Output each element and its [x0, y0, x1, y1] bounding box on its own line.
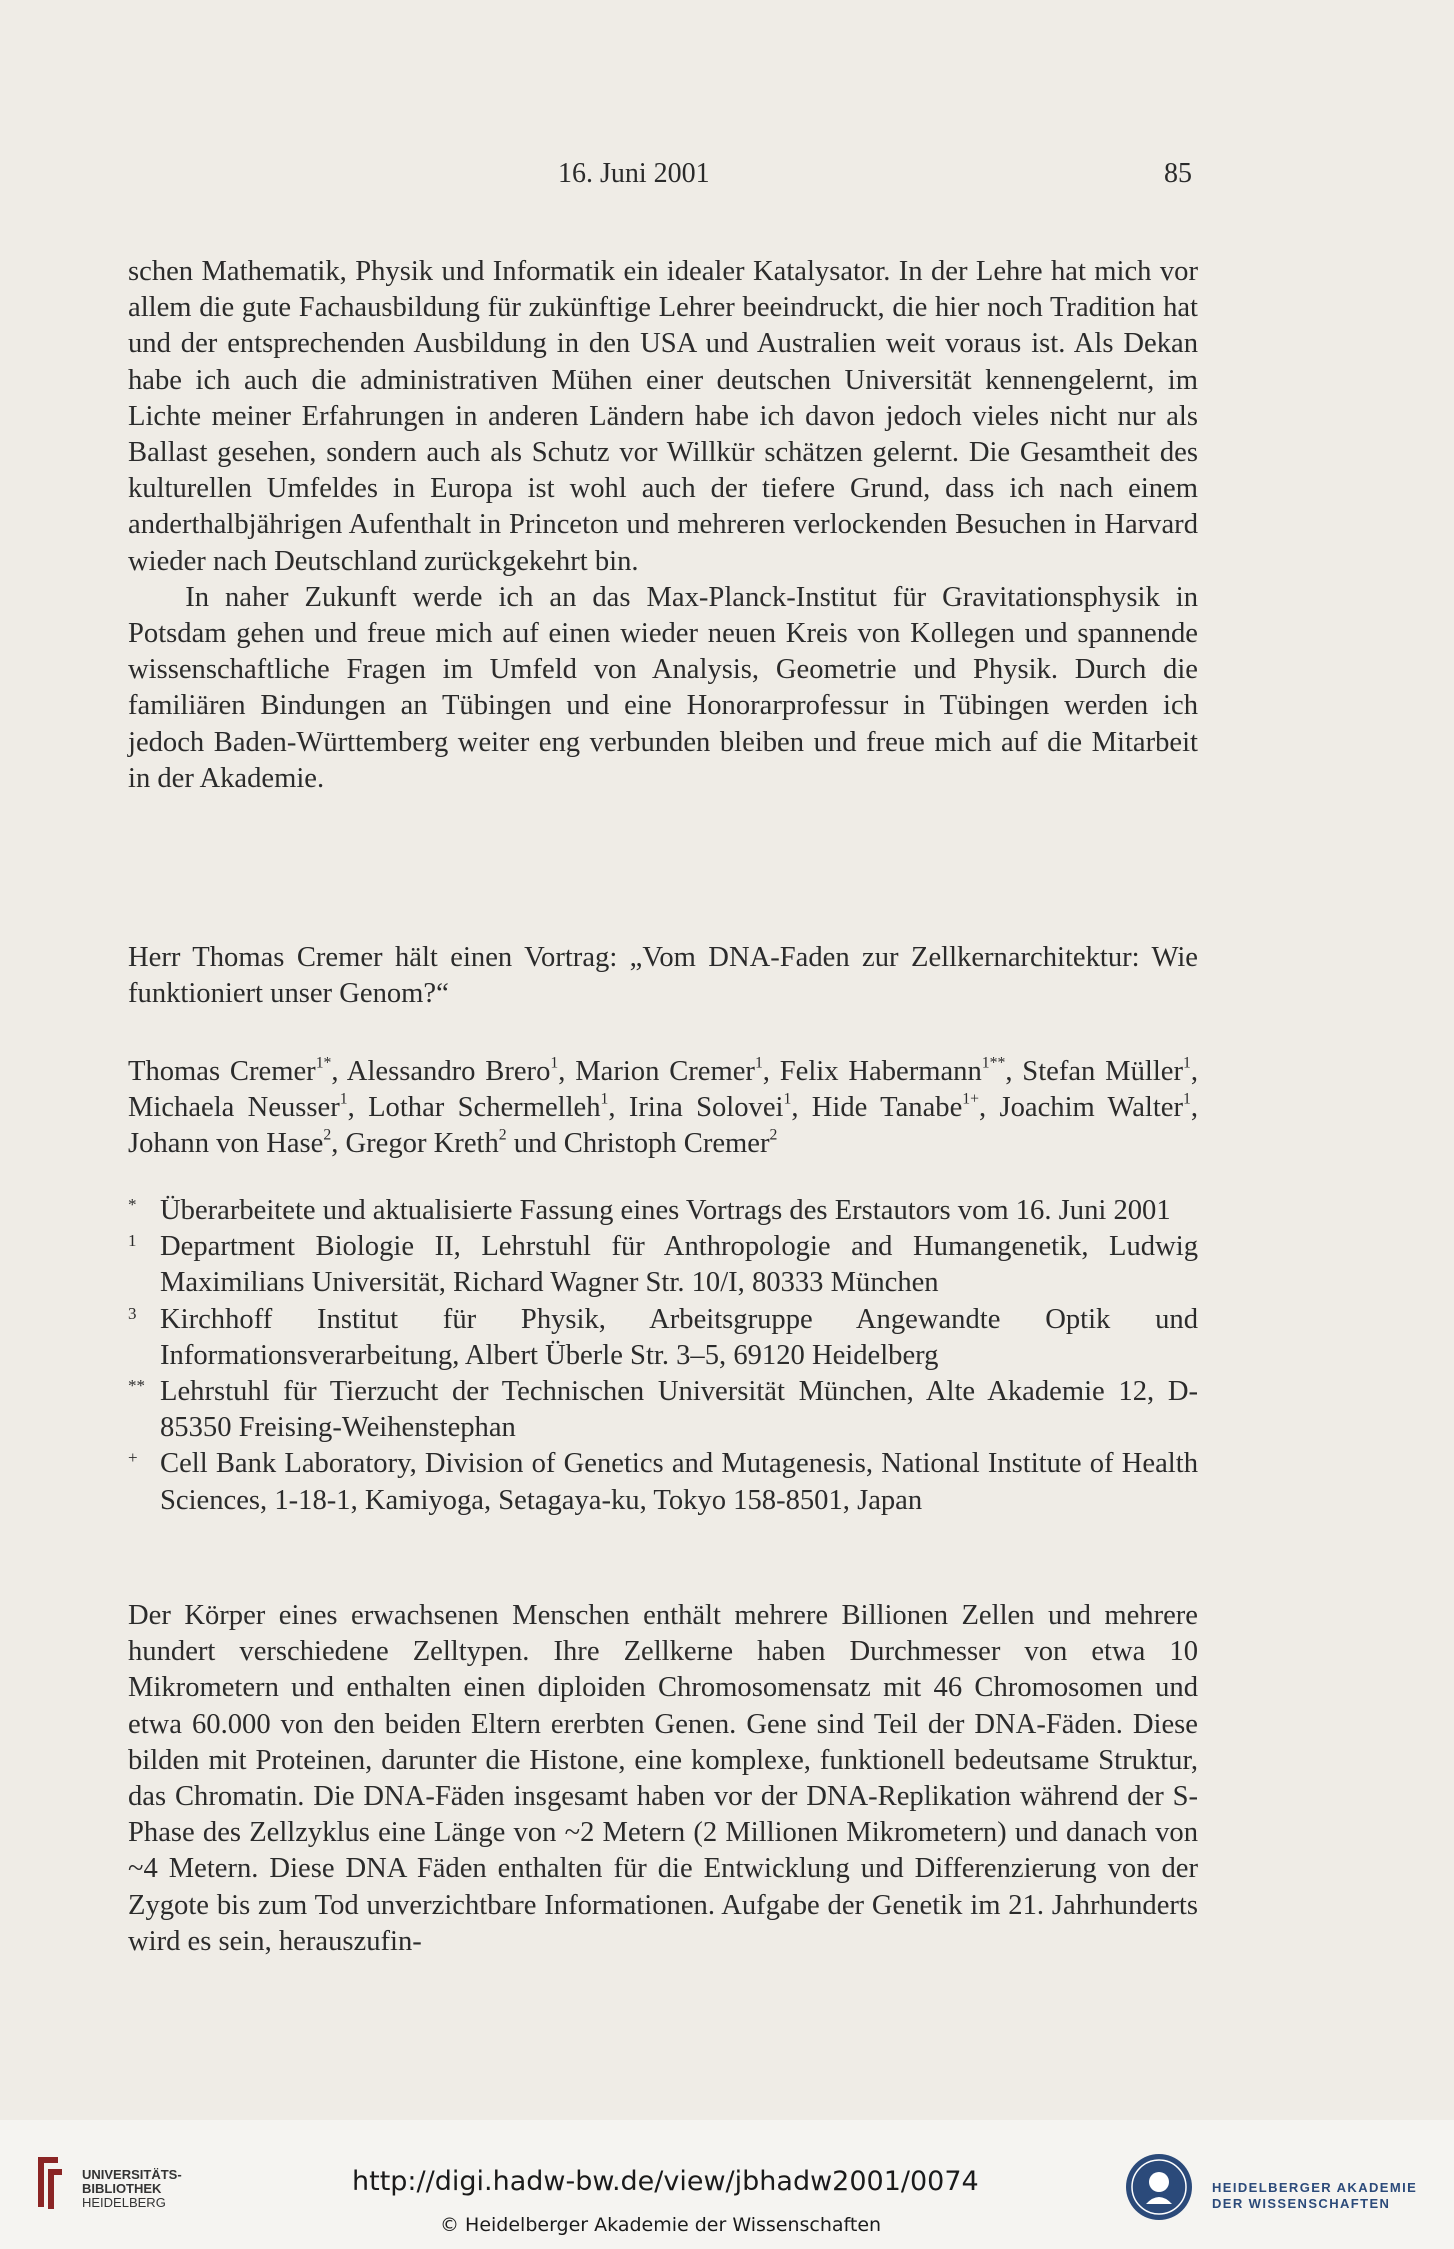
author-separator: , — [762, 1056, 780, 1087]
footnote-mark: 3 — [128, 1303, 137, 1323]
author-name: Johann von Hase — [128, 1128, 324, 1160]
header-date: 16. Juni 2001 — [558, 158, 710, 189]
author-separator: , — [979, 1092, 1000, 1124]
author-separator: , — [791, 1092, 812, 1124]
running-head — [0, 158, 1454, 198]
footnote-text: Cell Bank Laboratory, Division of Genetics and Mutagenesis, National Institute of Health Sciences, 1-18-1, Kamiyoga, Setagaya-ku, Tokyo 158-8501, Japan — [160, 1448, 1198, 1516]
author-separator: , — [608, 1092, 629, 1124]
author-affiliation-mark: 1 — [754, 1054, 763, 1072]
author-separator: , — [331, 1128, 346, 1160]
academy-name — [1212, 2180, 1417, 2212]
author-separator: , — [1190, 1092, 1199, 1124]
authors-paragraph — [128, 1054, 1198, 1163]
university-library-name — [82, 2168, 182, 2210]
author-affiliation-mark: 1 — [600, 1090, 609, 1108]
affiliation-notes — [128, 1193, 1198, 1519]
footnote-text: Lehrstuhl für Tierzucht der Technischen Universität München, Alte Akademie 12, D-85350 Freising-Weihenstephan — [160, 1376, 1198, 1444]
author-separator: , — [347, 1092, 369, 1124]
author-separator: und — [506, 1128, 564, 1160]
footnote-text: Kirchhoff Institut für Physik, Arbeitsgruppe Angewandte Optik und Informationsverarbeitung, Albert Überle Str. 3–5, 69120 Heidelberg — [160, 1303, 1198, 1371]
author-list — [128, 1054, 1198, 1163]
author-separator: , — [1190, 1056, 1198, 1087]
footnote-mark: 1 — [128, 1231, 137, 1251]
footnote — [128, 1446, 1198, 1518]
lecture-heading — [128, 940, 1198, 1012]
footnote-text: Department Biologie II, Lehrstuhl für Anthropologie and Humangenetik, Ludwig Maximilians Universität, Richard Wagner Str. 10/I, 80333 München — [160, 1231, 1198, 1299]
university-library-logo — [34, 2153, 64, 2213]
academy-line-2: DER WISSENSCHAFTEN — [1212, 2196, 1391, 2211]
copyright-notice: © Heidelberger Akademie der Wissenschaften — [440, 2214, 882, 2236]
author-name: Michaela Neusser — [128, 1092, 340, 1124]
author-affiliation-mark: 1 — [783, 1090, 792, 1108]
author-affiliation-mark: 1** — [981, 1054, 1006, 1072]
footnote — [128, 1229, 1198, 1301]
author-affiliation-mark: 1+ — [962, 1090, 980, 1108]
footnote-mark: * — [128, 1195, 137, 1214]
library-line-3: HEIDELBERG — [82, 2195, 166, 2210]
footnote — [128, 1374, 1198, 1446]
body-text-bottom — [128, 1598, 1198, 1960]
paragraph-1: schen Mathematik, Physik und Informatik ein idealer Katalysator. In der Lehre hat mich vor allem die gute Fachausbildung für zukünftige Lehrer beeindruckt, die hier noch Tradition hat und der entsprechenden Ausbildung in den USA und Australien weit voraus ist. Als Dekan habe ich auch die administrativen Mühen einer deutschen Universität kennengelernt, im Lichte meiner Erfahrungen in anderen Ländern habe ich davon jedoch vieles nicht nur als Ballast gesehen, sondern auch als Schutz vor Willkür schätzen gelernt. Die Gesamtheit des kulturellen Umfeldes in Europa ist wohl auch der tiefere Grund, dass ich nach einem anderthalbjährigen Aufenthalt in Princeton und mehreren verlockenden Besuchen in Harvard wieder nach Deutschland zurückgekehrt bin. — [128, 256, 1198, 577]
author-affiliation-mark: 1* — [315, 1054, 332, 1072]
author-name: Marion Cremer — [575, 1056, 755, 1087]
author-affiliation-mark: 2 — [769, 1126, 778, 1144]
author-name: Christoph Cremer — [563, 1128, 770, 1160]
footnote-text: Überarbeitete und aktualisierte Fassung eines Vortrags des Erstautors vom 16. Juni 2001 — [160, 1195, 1171, 1226]
author-affiliation-mark: 1 — [1182, 1054, 1191, 1072]
author-name: Thomas Cremer — [128, 1056, 316, 1087]
library-line-2: BIBLIOTHEK — [82, 2181, 162, 2196]
footnote-mark: ** — [128, 1376, 145, 1396]
author-separator: , — [558, 1056, 576, 1087]
author-affiliation-mark: 1 — [1183, 1090, 1191, 1108]
author-separator: , — [1005, 1056, 1023, 1087]
footnote — [128, 1302, 1198, 1374]
academy-seal-logo — [1124, 2152, 1194, 2222]
page-number: 85 — [1164, 158, 1192, 189]
lecture-title: Herr Thomas Cremer hält einen Vortrag: „Vom DNA-Faden zur Zellkernarchitektur: Wie funktioniert unser Genom?“ — [128, 942, 1198, 1010]
author-affiliation-mark: 2 — [498, 1126, 507, 1144]
body-text-top — [128, 254, 1198, 797]
paragraph-2: In naher Zukunft werde ich an das Max-Planck-Institut für Gravitationsphysik in Potsdam gehen und freue mich auf einen wieder neuen Kreis von Kollegen und spannende wissenschaftliche Fragen im Umfeld von Analysis, Geometrie und Physik. Durch die familiären Bindungen an Tübingen und eine Honorarprofessur in Tübingen werden ich jedoch Baden-Württemberg weiter eng verbunden bleiben und freue mich auf die Mitarbeit in der Akademie. — [128, 581, 1198, 794]
paragraph-3: Der Körper eines erwachsenen Menschen enthält mehrere Billionen Zellen und mehrere hundert verschiedene Zelltypen. Ihre Zellkerne haben Durchmesser von etwa 10 Mikrometern und enthalten einen diploiden Chromosomensatz mit 46 Chromosomen und etwa 60.000 von den beiden Eltern ererbten Genen. Gene sind Teil der DNA-Fäden. Diese bilden mit Proteinen, darunter die Histone, eine komplexe, funktionell bedeutsame Struktur, das Chromatin. Die DNA-Fäden insgesamt haben vor der DNA-Replikation während der S-Phase des Zellzyklus eine Länge von ~2 Metern (2 Millionen Mikrometern) und danach von ~4 Metern. Diese DNA Fäden enthalten für die Entwicklung und Differenzierung von der Zygote bis zum Tod unverzichtbare Informationen. Aufgabe der Genetik im 21. Jahrhunderts wird es sein, herauszufin- — [128, 1600, 1198, 1957]
author-name: Felix Habermann — [779, 1056, 982, 1087]
author-separator: , — [331, 1056, 347, 1087]
author-name: Joachim Walter — [999, 1092, 1184, 1124]
footnote-mark: + — [128, 1448, 138, 1468]
author-name: Stefan Müller — [1022, 1056, 1183, 1087]
author-affiliation-mark: 1 — [550, 1054, 559, 1072]
library-line-1: UNIVERSITÄTS- — [82, 2167, 182, 2182]
author-name: Hide Tanabe — [811, 1092, 963, 1124]
academy-line-1: HEIDELBERGER AKADEMIE — [1212, 2180, 1418, 2195]
footnote — [128, 1193, 1198, 1229]
author-affiliation-mark: 1 — [339, 1090, 348, 1108]
author-name: Gregor Kreth — [345, 1128, 499, 1160]
author-name: Irina Solovei — [628, 1092, 784, 1124]
permalink-url[interactable]: http://digi.hadw-bw.de/view/jbhadw2001/0074 — [352, 2166, 979, 2197]
author-affiliation-mark: 2 — [323, 1126, 332, 1144]
author-name: Lothar Schermelleh — [368, 1092, 601, 1124]
author-name: Alessandro Brero — [346, 1056, 551, 1087]
